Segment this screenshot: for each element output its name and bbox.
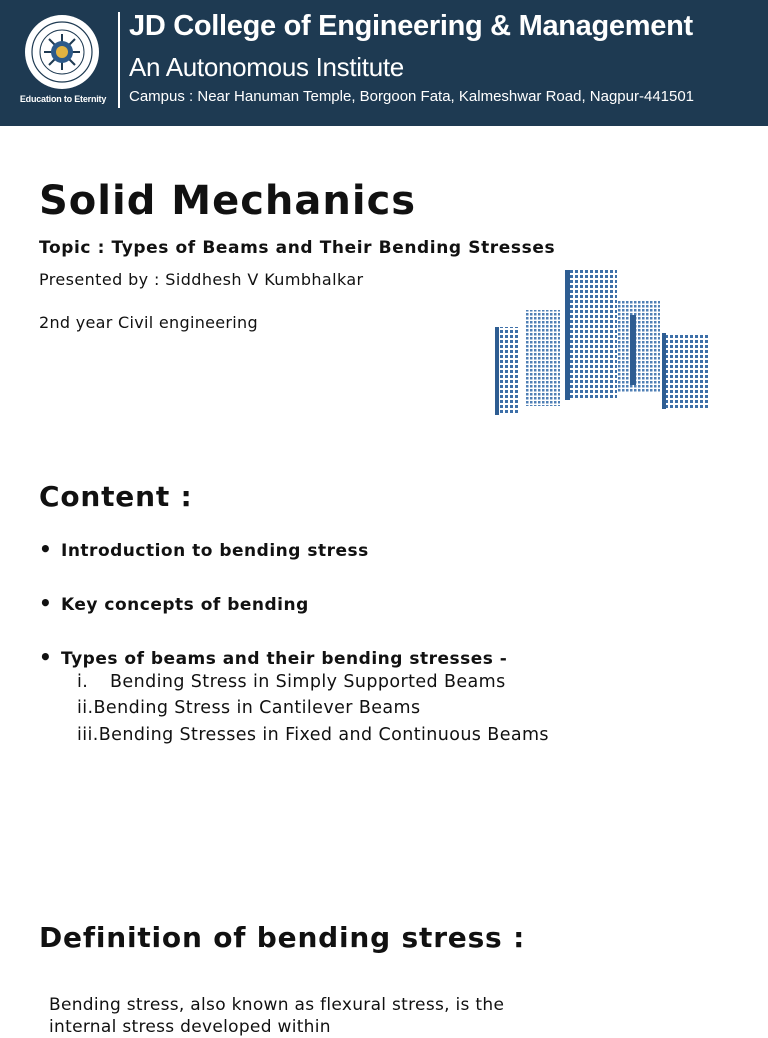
slide-topic: Topic : Types of Beams and Their Bending Stresses xyxy=(39,238,556,258)
content-item: • Key concepts of bending xyxy=(39,591,309,615)
content-item: • Introduction to bending stress xyxy=(39,537,369,561)
content-subitem: ii.Bending Stress in Cantilever Beams xyxy=(77,698,421,718)
header-banner xyxy=(0,0,768,126)
content-item: • Types of beams and their bending stresses - xyxy=(39,645,508,669)
college-motto: Education to Eternity xyxy=(19,94,107,104)
college-name: JD College of Engineering & Management xyxy=(129,10,693,42)
definition-paragraph: Bending stress, also known as flexural stress, is the internal stress developed within xyxy=(49,995,505,1037)
slide-title: Solid Mechanics xyxy=(39,178,417,224)
student-year: 2nd year Civil engineering xyxy=(39,313,258,332)
presenter-name: Presented by : Siddhesh V Kumbhalkar xyxy=(39,270,364,289)
content-heading: Content : xyxy=(39,480,193,513)
buildings-illustration xyxy=(490,265,715,417)
content-subitem: iii.Bending Stresses in Fixed and Continuous Beams xyxy=(77,725,549,745)
content-subitem: i. Bending Stress in Simply Supported Beams xyxy=(77,672,506,692)
college-subtitle: An Autonomous Institute xyxy=(129,52,404,82)
college-seal-icon xyxy=(22,12,102,92)
definition-heading: Definition of bending stress : xyxy=(39,921,526,954)
campus-address: Campus : Near Hanuman Temple, Borgoon Fata, Kalmeshwar Road, Nagpur-441501 xyxy=(129,88,695,105)
header-divider xyxy=(118,12,120,108)
